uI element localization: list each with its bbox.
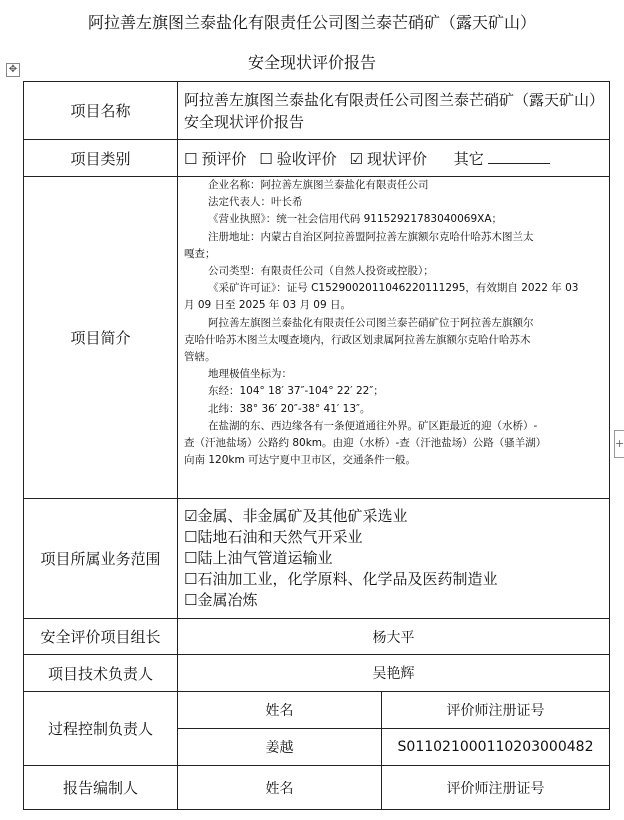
intro-line: 嘎查；: [184, 247, 216, 260]
business-scope-label: 项目所属业务范围: [24, 499, 178, 619]
row-report-author: [24, 766, 610, 810]
project-type-options: [178, 140, 610, 177]
checkbox-acceptance-evaluation[interactable]: ☐ 验收评价: [259, 149, 337, 168]
intro-line: 月 09 日至 2025 年 03 月 09 日。: [184, 299, 352, 312]
business-scope-options: [178, 499, 610, 619]
report-author-name-header: 姓名: [178, 766, 382, 810]
intro-line: 管辖。: [184, 351, 216, 364]
intro-line: 地理极值坐标为：: [208, 368, 292, 381]
intro-line: 向南 120km 可达宁夏中卫市区，交通条件一般。: [184, 454, 417, 467]
checkbox-metal-smelting[interactable]: ☐金属冶炼: [184, 591, 258, 609]
intro-line: 东经：104° 18′ 37″-104° 22′ 22″；: [208, 385, 384, 398]
intro-line: 企业名称：阿拉善左旗图兰泰盐化有限责任公司: [208, 179, 429, 191]
process-control-name-header: 姓名: [178, 692, 382, 729]
process-control-cert-header: 评价师注册证号: [382, 692, 610, 729]
table-resize-icon[interactable]: +: [614, 430, 624, 458]
report-info-table: [23, 81, 610, 810]
document-title: 阿拉善左旗图兰泰盐化有限责任公司图兰泰芒硝矿（露天矿山）: [87, 13, 536, 32]
project-type-label: 项目类别: [24, 140, 178, 177]
checkbox-pre-evaluation[interactable]: ☐ 预评价: [184, 149, 247, 168]
row-process-control-header: [24, 692, 610, 729]
move-cross-icon[interactable]: ✥: [6, 63, 20, 77]
row-project-type: [24, 140, 610, 177]
intro-line: 《营业执照》：统一社会信用代码 91152921783040069XA；: [208, 213, 503, 226]
report-author-label: 报告编制人: [24, 766, 178, 810]
process-control-label: 过程控制负责人: [24, 692, 178, 766]
row-team-leader: [24, 619, 610, 655]
row-business-scope: [24, 499, 610, 619]
intro-line: 查（汗池盐场）公路约 80km。由迎（水桥）-查（汗池盐场）公路（骚羊湖）: [184, 437, 547, 450]
project-intro-label: 项目简介: [24, 177, 178, 499]
other-type-field[interactable]: [488, 149, 550, 164]
row-tech-lead: [24, 655, 610, 692]
row-project-intro: [24, 177, 610, 499]
intro-line: 阿拉善左旗图兰泰盐化有限责任公司图兰泰芒硝矿位于阿拉善左旗额尔: [208, 316, 534, 329]
report-author-cert-header: 评价师注册证号: [382, 766, 610, 810]
intro-line: 公司类型：有限责任公司（自然人投资或控股）；: [208, 265, 434, 278]
process-control-name[interactable]: 姜越: [178, 729, 382, 766]
tech-lead-value[interactable]: 吴艳辉: [178, 655, 610, 692]
team-leader-label: 安全评价项目组长: [24, 619, 178, 655]
project-name-value[interactable]: 阿拉善左旗图兰泰盐化有限责任公司图兰泰芒硝矿（露天矿山）安全现状评价报告: [178, 82, 610, 140]
project-name-label: 项目名称: [24, 82, 178, 140]
tech-lead-label: 项目技术负责人: [24, 655, 178, 692]
intro-line: 在盐湖的东、西边缘各有一条便道通往外界。矿区距最近的迎（水桥）-: [208, 419, 538, 432]
intro-line: 北纬：38° 36′ 20″-38° 41′ 13″。: [208, 402, 371, 415]
checkbox-oil-gas-extraction[interactable]: ☐陆地石油和天然气开采业: [184, 528, 363, 546]
intro-line: 《采矿许可证》：证号 C1529002011046220111295，有效期自 2022 年 03: [208, 282, 579, 295]
document-subtitle: 安全现状评价报告: [247, 53, 376, 72]
intro-line: 法定代表人：叶长希: [208, 196, 303, 209]
checkbox-pipeline-transport[interactable]: ☐陆上油气管道运输业: [184, 549, 333, 567]
intro-line: 注册地址：内蒙古自治区阿拉善盟阿拉善左旗额尔克哈什哈苏木图兰太: [208, 230, 534, 243]
row-project-name: [24, 82, 610, 140]
process-control-cert[interactable]: S011021000110203000482: [382, 729, 610, 766]
other-type-label: 其它: [453, 149, 484, 168]
checkbox-petroleum-chemical[interactable]: ☐石油加工业，化学原料、化学品及医药制造业: [184, 570, 498, 588]
checkbox-status-evaluation[interactable]: ☑ 现状评价: [349, 149, 427, 168]
intro-line: 克哈什哈苏木图兰太嘎查境内，行政区划隶属阿拉善左旗额尔克哈什哈苏木: [184, 333, 531, 346]
checkbox-mining[interactable]: ☑金属、非金属矿及其他矿采选业: [184, 507, 408, 525]
project-intro-text[interactable]: [178, 177, 610, 499]
team-leader-value[interactable]: 杨大平: [178, 619, 610, 655]
